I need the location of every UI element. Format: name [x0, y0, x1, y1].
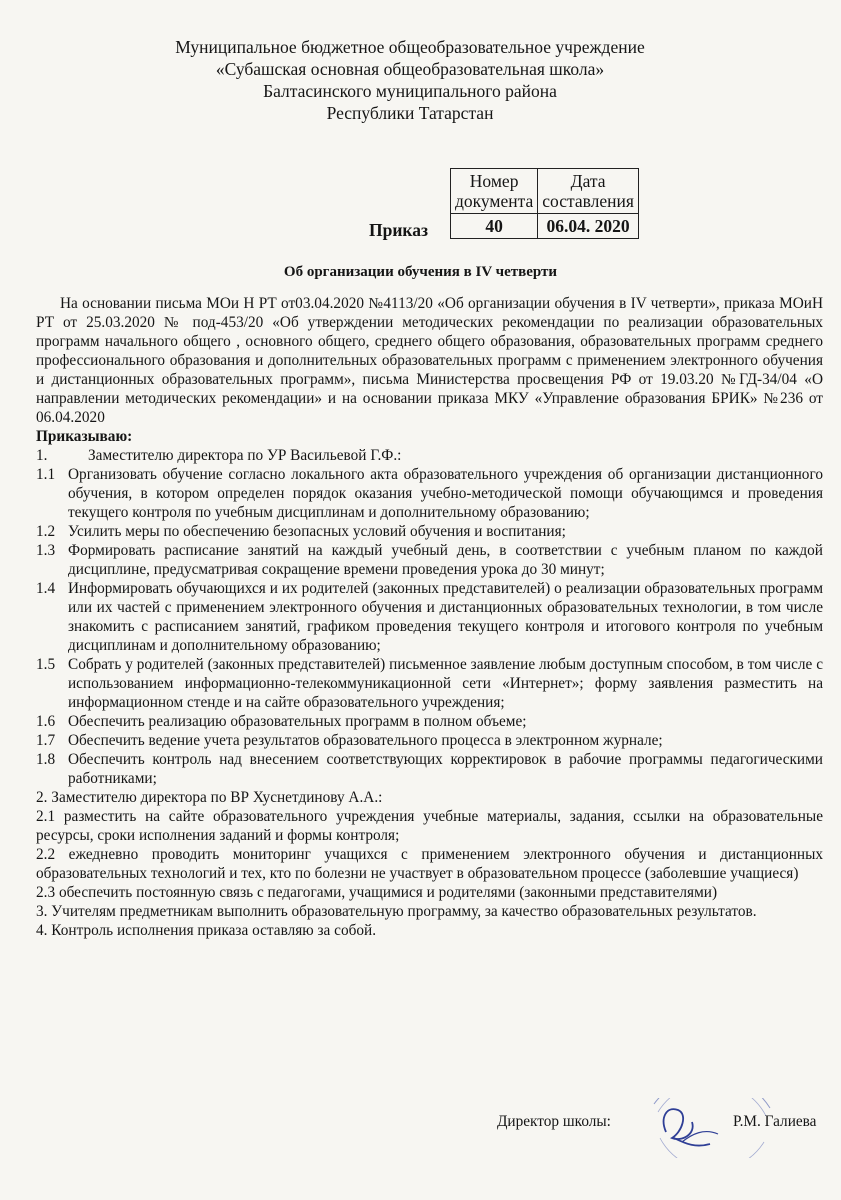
section-4: 4. Контроль исполнения приказа оставляю за собой.: [36, 922, 377, 939]
list-item: [36, 522, 823, 541]
section-3: 3. Учителям предметникам выполнить образовательную программу, за качество образовательных результатов.: [36, 903, 757, 920]
section-1-text: Заместителю директора по УР Васильевой Г.Ф.:: [88, 447, 402, 464]
section-1: [36, 446, 823, 465]
item-number: 1.5: [36, 656, 56, 673]
header-line-4: Республики Татарстан: [326, 103, 494, 123]
order-word: Приказываю:: [36, 428, 133, 445]
item-number: 1.8: [36, 751, 56, 768]
col-header-number: Номер документа: [451, 169, 538, 214]
section-2-item: 2.2 ежедневно проводить мониторинг учащихся с применением электронного обучения и дистанционных образовательных технологий и тех, кто по болезни не участвует в образовательном процессе (заболевшие учащиеся): [36, 846, 823, 882]
item-text: Обеспечить ведение учета результатов образовательного процесса в электронном журнале;: [68, 732, 663, 749]
item-text: Обеспечить реализацию образовательных программ в полном объеме;: [68, 713, 527, 730]
organization-header: [100, 36, 720, 124]
document-body: [36, 294, 823, 940]
list-item: [36, 712, 823, 731]
order-meta-table: [450, 168, 639, 239]
section-2: 2. Заместителю директора по ВР Хуснетдинову А.А.:: [36, 789, 383, 806]
signature-role: Директор школы:: [497, 1113, 611, 1130]
order-date: 06.04. 2020: [538, 214, 639, 239]
signature-name: Р.М. Галиева: [733, 1113, 817, 1130]
section-1-number: 1.: [36, 447, 48, 464]
section-2-item: 2.1 разместить на сайте образовательного учреждения учебные материалы, задания, ссылки на образовательные ресурсы, сроки исполнения заданий и формы контроля;: [36, 808, 823, 844]
item-number: 1.6: [36, 713, 56, 730]
header-line-3: Балтасинского муниципального района: [263, 81, 557, 101]
item-text: Обеспечить контроль над внесением соответствующих корректировок в рабочие программы педагогическими работниками;: [68, 751, 823, 787]
intro-paragraph: На основании письма МОи Н РТ от03.04.2020 №4113/20 «Об организации обучения в IV четверти», приказа МОиН РТ от 25.03.2020 № под-453/20 «Об утверждении методических рекомендации по реализации образовательных программ начального общего , основного общего, среднего общего образования, образовательных программ среднего профессионального образования и дополнительных образовательных программ с применением электронного обучения и дистанционных образовательных программ», письма Министерства просвещения РФ от 19.03.20 №ГД-34/04 «О направлении методических рекомендации» и на основании приказа МКУ «Управление образования БРИК» №236 от 06.04.2020: [36, 295, 823, 426]
item-text: Формировать расписание занятий на каждый учебный день, в соответствии с учебным планом по каждой дисциплине, предусматривая сокращение времени проведения урока до 30 минут;: [68, 542, 823, 578]
document-title: Об организации обучения в IV четверти: [283, 264, 558, 280]
list-item: [36, 541, 823, 579]
header-line-2: «Субашская основная общеобразовательная школа»: [215, 59, 605, 79]
list-item: [36, 731, 823, 750]
item-text: Организовать обучение согласно локального акта образовательного учреждения об организации дистанционного обучения, в котором определен порядок оказания учебно-методической помощи обучающимся и проведения текущего контроля по учебным дисциплинам и дополнительному образованию;: [68, 466, 823, 521]
item-text: Собрать у родителей (законных представителей) письменное заявление любым доступным способом, в том числе с использованием информационно-телекоммуникационной сети «Интернет»; форму заявления разместить на информационном стенде и на сайте образовательного учреждения;: [68, 656, 823, 711]
list-item: [36, 655, 823, 712]
item-text: Информировать обучающихся и их родителей (законных представителей) о реализации образовательных программ или их частей с применением электронного обучения и дистанционных образовательных технологии, в том числе знакомить с расписанием занятий, графиком проведения текущего контроля и итогового контроля по учебным дисциплинам и дополнительному образованию;: [68, 580, 823, 654]
item-number: 1.2: [36, 523, 56, 540]
list-item: [36, 579, 823, 655]
item-number: 1.7: [36, 732, 56, 749]
col-header-date: Дата составления: [538, 169, 639, 214]
section-2-item: 2.3 обеспечить постоянную связь с педагогами, учащимися и родителями (законными представителями): [36, 884, 718, 901]
item-text: Усилить меры по обеспечению безопасных условий обучения и воспитания;: [68, 523, 566, 540]
header-line-1: Муниципальное бюджетное общеобразовательное учреждение: [175, 37, 645, 57]
order-number: 40: [451, 214, 538, 239]
list-item: [36, 465, 823, 522]
item-number: 1.1: [36, 466, 56, 483]
item-number: 1.4: [36, 580, 56, 597]
list-item: [36, 750, 823, 788]
item-number: 1.3: [36, 542, 56, 559]
order-label: Приказ: [369, 220, 429, 240]
